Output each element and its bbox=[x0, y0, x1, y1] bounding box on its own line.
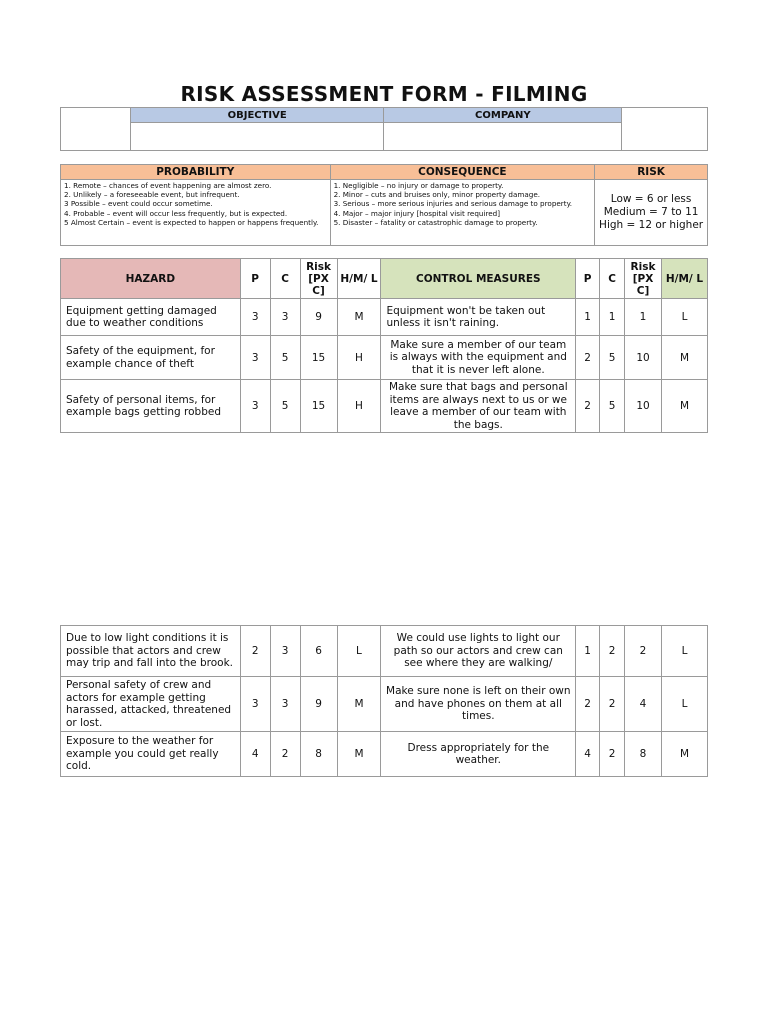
p-cell: 2 bbox=[240, 626, 270, 677]
consequence-item: 4. Major – major injury [hospital visit required] bbox=[333, 208, 501, 218]
c-cell: 3 bbox=[270, 626, 300, 677]
hml2-cell: L bbox=[662, 299, 708, 336]
risk-cell: 6 bbox=[300, 626, 337, 677]
probability-header: PROBABILITY bbox=[61, 165, 331, 180]
p2-cell: 1 bbox=[576, 299, 600, 336]
probability-list bbox=[61, 180, 331, 246]
hml2-cell: L bbox=[661, 626, 707, 677]
hml-cell: H bbox=[337, 380, 381, 433]
objective-field[interactable] bbox=[130, 123, 384, 151]
c2-cell: 2 bbox=[600, 626, 625, 677]
hml2-cell: M bbox=[662, 336, 708, 380]
probability-item: 2. Unlikely – a foreseeable event, but infrequent. bbox=[64, 190, 240, 200]
risk-low: Low = 6 or less bbox=[610, 193, 692, 205]
p2-cell: 2 bbox=[576, 336, 600, 380]
hazard-cell: Equipment getting damaged due to weather conditions bbox=[61, 299, 241, 336]
risk-cell: 15 bbox=[300, 380, 337, 433]
form-title: RISK ASSESSMENT FORM - FILMING bbox=[180, 82, 588, 106]
blank-cell-left bbox=[61, 108, 131, 151]
hml-cell: H bbox=[337, 336, 381, 380]
control-cell: We could use lights to light our path so our actors and crew can see where they are walking/ bbox=[381, 626, 576, 677]
probability-item: 3 Possible – event could occur sometime. bbox=[64, 199, 213, 209]
hazard-cell: Due to low light conditions it is possible that actors and crew may trip and fall into the brook. bbox=[61, 626, 241, 677]
c2-cell: 5 bbox=[600, 380, 625, 433]
table-row bbox=[61, 380, 708, 433]
p2-cell: 1 bbox=[576, 626, 600, 677]
c-cell: 3 bbox=[270, 677, 300, 732]
col-p-residual: P bbox=[576, 259, 600, 299]
probability-item: 1. Remote – chances of event happening are almost zero. bbox=[64, 181, 272, 190]
table-row bbox=[61, 299, 708, 336]
risk2-cell: 10 bbox=[625, 380, 662, 433]
p-cell: 3 bbox=[240, 336, 270, 380]
c-cell: 3 bbox=[270, 299, 300, 336]
blank-cell-right bbox=[622, 108, 708, 151]
hazard-cell: Personal safety of crew and actors for example getting harassed, attacked, threatened or lost. bbox=[61, 677, 241, 732]
control-cell: Make sure that bags and personal items are always next to us or we leave a member of our team with the bags. bbox=[381, 380, 576, 433]
c2-cell: 2 bbox=[600, 732, 625, 777]
c-cell: 5 bbox=[270, 380, 300, 433]
company-field[interactable] bbox=[384, 123, 622, 151]
probability-item: 4. Probable – event will occur less frequently, but is expected. bbox=[64, 208, 288, 218]
risk-high: High = 12 or higher bbox=[599, 219, 704, 231]
col-control-measures: CONTROL MEASURES bbox=[381, 259, 576, 299]
risk2-cell: 2 bbox=[625, 626, 662, 677]
risk2-cell: 4 bbox=[625, 677, 662, 732]
hazard-table-2 bbox=[60, 625, 708, 777]
risk2-cell: 8 bbox=[625, 732, 662, 777]
control-cell: Make sure none is left on their own and have phones on them at all times. bbox=[381, 677, 576, 732]
p2-cell: 2 bbox=[576, 677, 600, 732]
risk-key bbox=[595, 180, 708, 246]
hml-cell: L bbox=[337, 626, 381, 677]
c2-cell: 1 bbox=[600, 299, 625, 336]
probability-item: 5 Almost Certain – event is expected to happen or happens frequently. bbox=[64, 217, 319, 227]
risk2-cell: 10 bbox=[625, 336, 662, 380]
col-hazard: HAZARD bbox=[61, 259, 241, 299]
col-risk-residual: Risk [PX C] bbox=[625, 259, 662, 299]
table-row bbox=[61, 732, 708, 777]
hml-cell: M bbox=[337, 732, 381, 777]
consequence-item: 5. Disaster – fatality or catastrophic damage to property. bbox=[333, 217, 538, 227]
hml2-cell: M bbox=[662, 380, 708, 433]
c-cell: 5 bbox=[270, 336, 300, 380]
table-row bbox=[61, 336, 708, 380]
p2-cell: 2 bbox=[576, 380, 600, 433]
control-cell: Make sure a member of our team is always with the equipment and that it is never left alone. bbox=[381, 336, 576, 380]
hml2-cell: M bbox=[661, 732, 707, 777]
risk-medium: Medium = 7 to 11 bbox=[603, 206, 699, 218]
hml2-cell: L bbox=[661, 677, 707, 732]
hazard-cell: Safety of personal items, for example bags getting robbed bbox=[61, 380, 241, 433]
p2-cell: 4 bbox=[576, 732, 600, 777]
risk-cell: 15 bbox=[300, 336, 337, 380]
hazard-table-1 bbox=[60, 258, 708, 433]
c-cell: 2 bbox=[270, 732, 300, 777]
risk2-cell: 1 bbox=[625, 299, 662, 336]
col-hml: H/M/ L bbox=[337, 259, 381, 299]
hml-cell: M bbox=[337, 299, 381, 336]
table-row bbox=[61, 677, 708, 732]
risk-cell: 8 bbox=[300, 732, 337, 777]
objective-company-table bbox=[60, 107, 708, 151]
p-cell: 3 bbox=[240, 380, 270, 433]
c2-cell: 2 bbox=[600, 677, 625, 732]
hazard-cell: Exposure to the weather for example you could get really cold. bbox=[61, 732, 241, 777]
p-cell: 3 bbox=[240, 677, 270, 732]
consequence-header: CONSEQUENCE bbox=[330, 165, 595, 180]
objective-header: OBJECTIVE bbox=[130, 108, 384, 123]
col-hml-residual: H/M/ L bbox=[662, 259, 708, 299]
consequence-list bbox=[330, 180, 595, 246]
company-header: COMPANY bbox=[384, 108, 622, 123]
table-row bbox=[61, 626, 708, 677]
p-cell: 3 bbox=[240, 299, 270, 336]
risk-key-table bbox=[60, 164, 708, 246]
risk-cell: 9 bbox=[300, 299, 337, 336]
c2-cell: 5 bbox=[600, 336, 625, 380]
control-cell: Dress appropriately for the weather. bbox=[381, 732, 576, 777]
consequence-item: 1. Negligible – no injury or damage to property. bbox=[333, 181, 504, 190]
col-c: C bbox=[270, 259, 300, 299]
hml-cell: M bbox=[337, 677, 381, 732]
consequence-item: 3. Serious – more serious injuries and serious damage to property. bbox=[333, 199, 573, 209]
p-cell: 4 bbox=[240, 732, 270, 777]
hazard-cell: Safety of the equipment, for example chance of theft bbox=[61, 336, 241, 380]
col-c-residual: C bbox=[600, 259, 625, 299]
control-cell: Equipment won't be taken out unless it isn't raining. bbox=[381, 299, 576, 336]
risk-header: RISK bbox=[595, 165, 708, 180]
risk-cell: 9 bbox=[300, 677, 337, 732]
col-risk: Risk [PX C] bbox=[300, 259, 337, 299]
col-p: P bbox=[240, 259, 270, 299]
consequence-item: 2. Minor – cuts and bruises only, minor property damage. bbox=[333, 190, 541, 200]
